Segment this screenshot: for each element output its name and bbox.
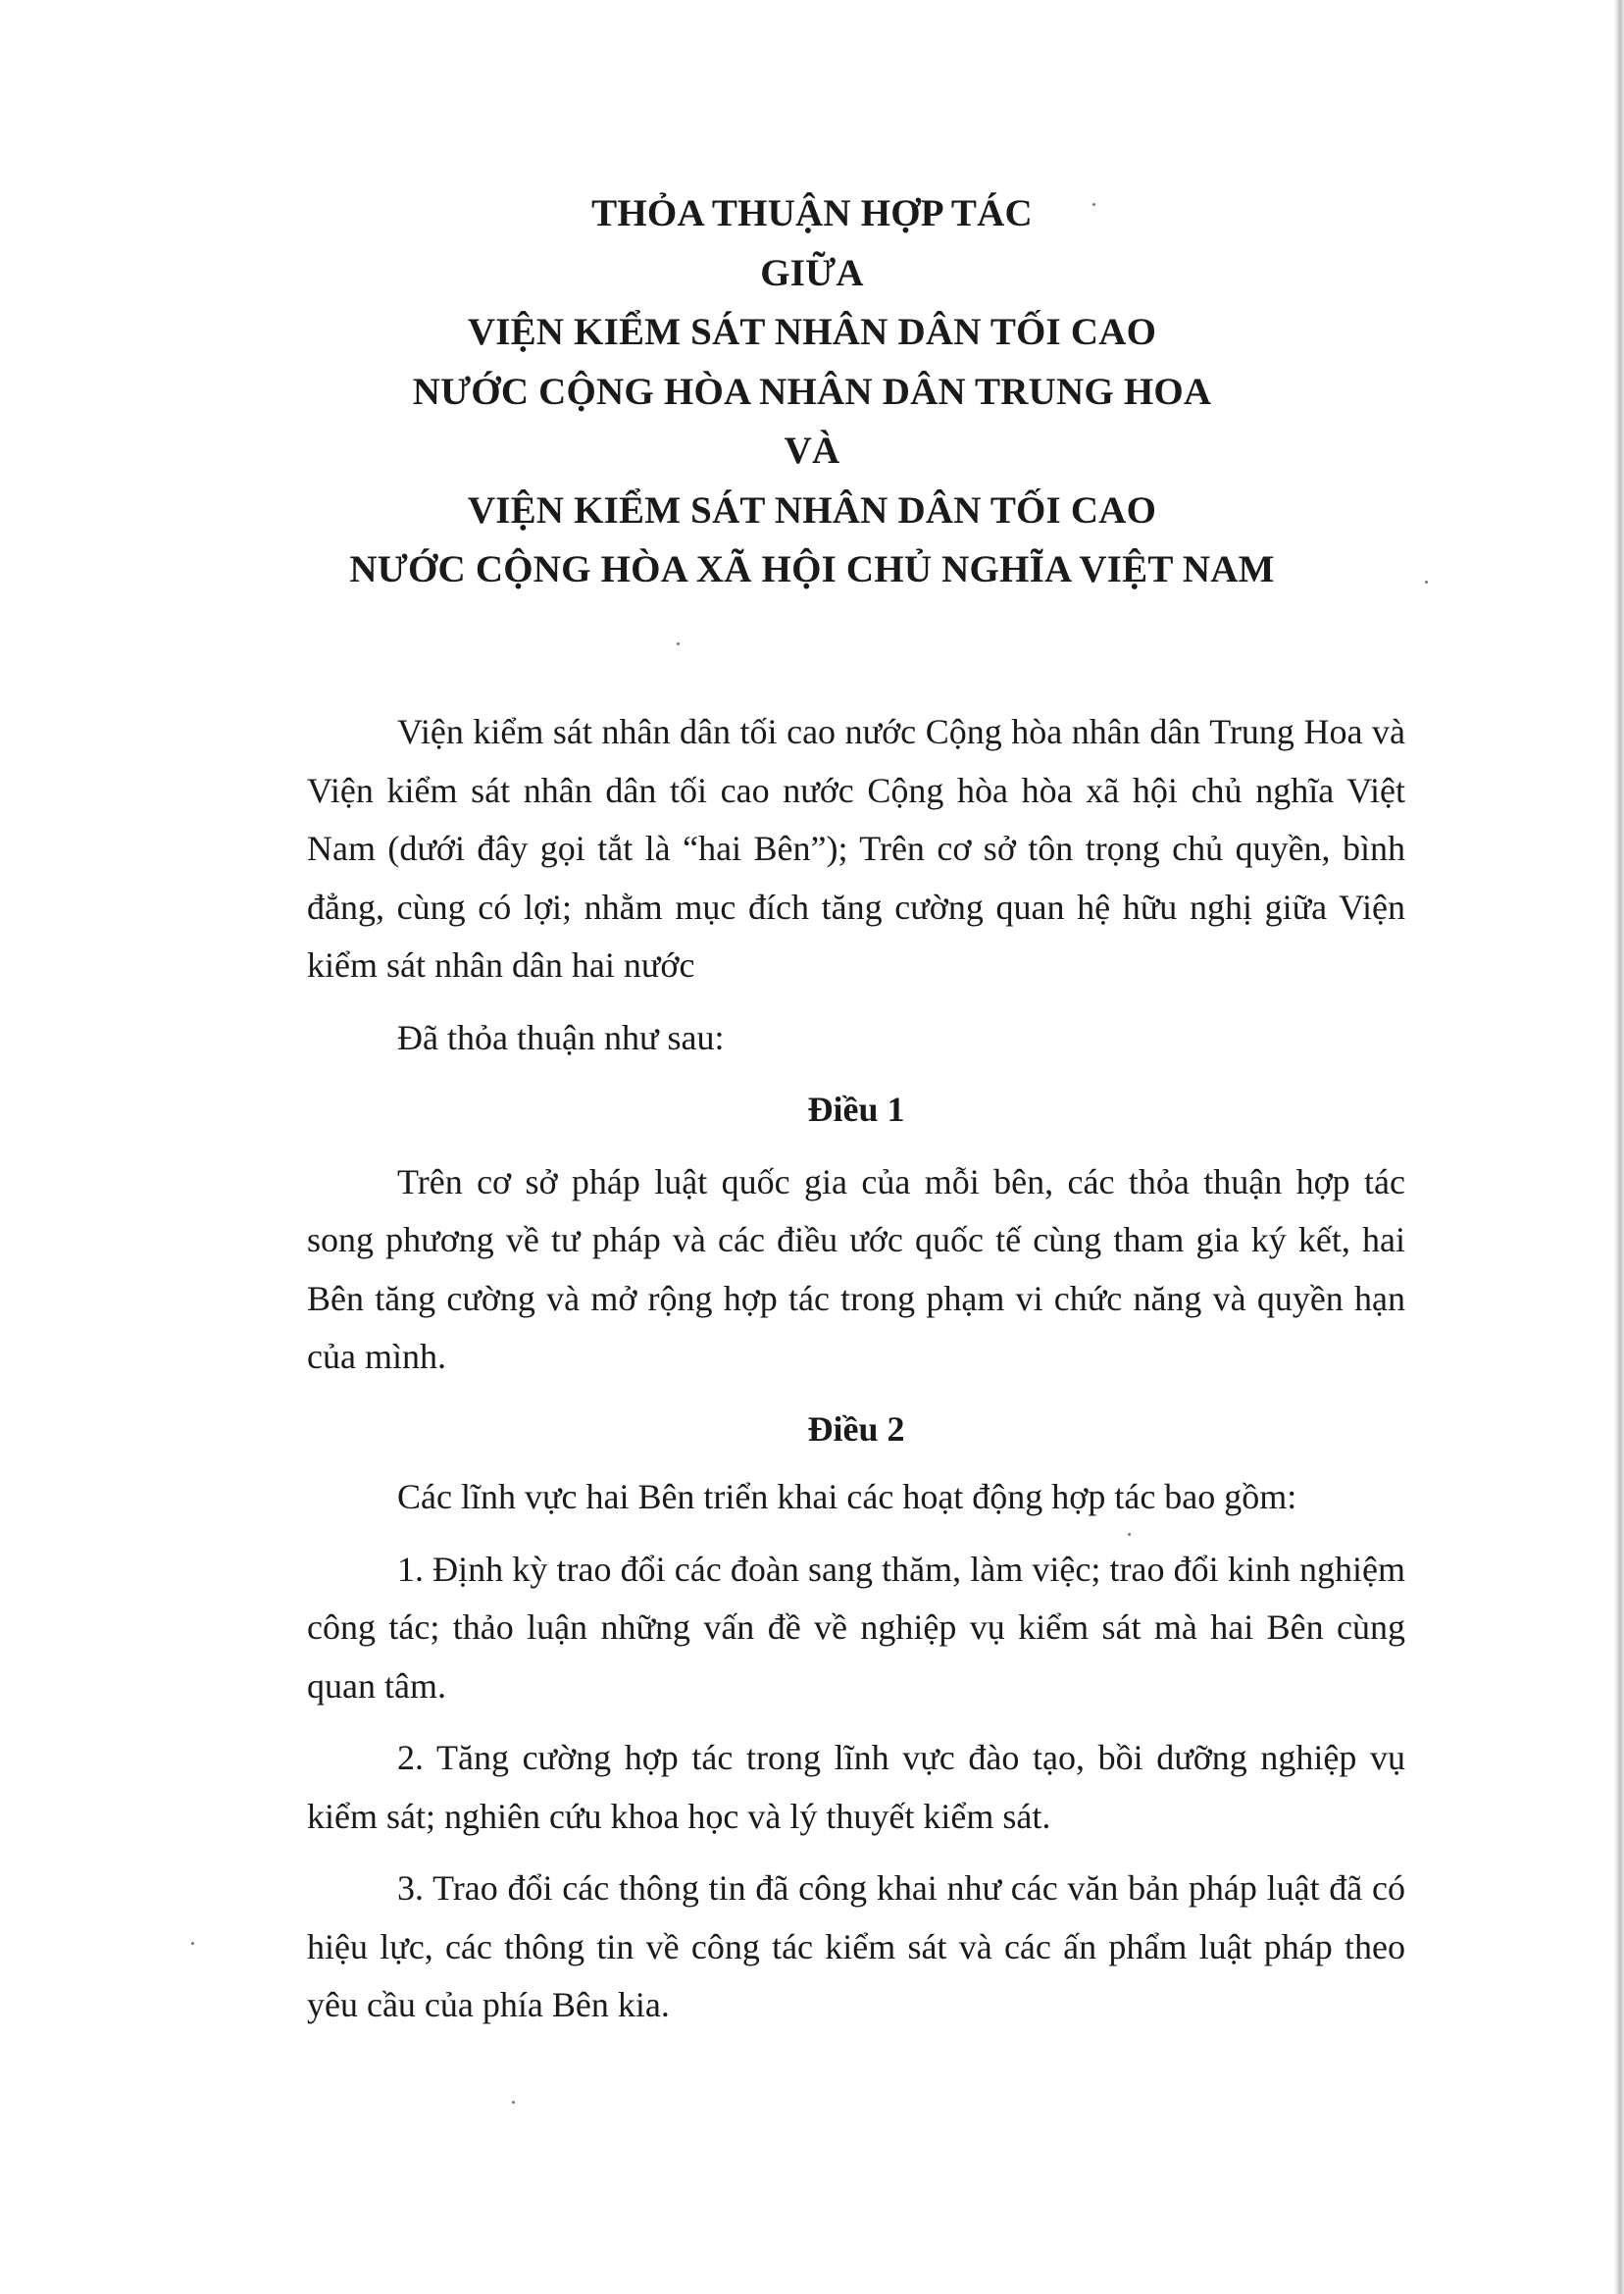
scan-speck xyxy=(677,642,680,645)
article-2-heading: Điều 2 xyxy=(807,1408,905,1449)
article-2-item: 2. Tăng cường hợp tác trong lĩnh vực đào tạo, bồi dưỡng nghiệp vụ kiểm sát; nghiên cứu khoa học và lý thuyết kiểm sát. xyxy=(307,1738,1405,1836)
title-line: VÀ xyxy=(784,430,840,472)
title-line: VIỆN KIỂM SÁT NHÂN DÂN TỐI CAO xyxy=(467,311,1157,353)
preamble-paragraph: Viện kiểm sát nhân dân tối cao nước Cộng hòa nhân dân Trung Hoa và Viện kiểm sát nhân dân tối cao nước Cộng hòa hòa xã hội chủ nghĩa Việt Nam (dưới đây gọi tắt là “hai Bên”); Trên cơ sở tôn trọng chủ quyền, bình đẳng, cùng có lợi; nhằm mục đích tăng cường quan hệ hữu nghị giữa Viện kiểm sát nhân dân hai nước xyxy=(307,712,1405,985)
title-line: NƯỚC CỘNG HÒA XÃ HỘI CHỦ NGHĨA VIỆT NAM xyxy=(349,548,1275,590)
title-line: GIỮA xyxy=(760,251,864,294)
title-line: THỎA THUẬN HỢP TÁC xyxy=(591,192,1033,234)
title-line: VIỆN KIỂM SÁT NHÂN DÂN TỐI CAO xyxy=(467,488,1157,532)
article-1-text: Trên cơ sở pháp luật quốc gia của mỗi bên, các thỏa thuận hợp tác song phương về tư pháp và các điều ước quốc tế cùng tham gia ký kết, hai Bên tăng cường và mở rộng hợp tác trong phạm vi chức năng và quyền hạn của mình. xyxy=(307,1161,1405,1376)
article-2-item: 1. Định kỳ trao đổi các đoàn sang thăm, làm việc; trao đổi kinh nghiệm công tác; thảo luận những vấn đề về nghiệp vụ kiểm sát mà hai Bên cùng quan tâm. xyxy=(307,1549,1405,1706)
article-2-item: 3. Trao đổi các thông tin đã công khai như các văn bản pháp luật đã có hiệu lực, các thông tin về công tác kiểm sát và các ấn phẩm luật pháp theo yêu cầu của phía Bên kia. xyxy=(307,1868,1405,2024)
scan-speck xyxy=(191,1942,194,1945)
scan-speck xyxy=(512,2101,515,2104)
article-1-heading: Điều 1 xyxy=(807,1090,905,1129)
document-title xyxy=(0,184,1624,600)
title-line: NƯỚC CỘNG HÒA NHÂN DÂN TRUNG HOA xyxy=(412,370,1212,413)
article-2-intro: Các lĩnh vực hai Bên triển khai các hoạt động hợp tác bao gồm: xyxy=(397,1477,1297,1516)
agreed-paragraph: Đã thỏa thuận như sau: xyxy=(397,1017,725,1057)
document-body xyxy=(307,703,1405,2035)
